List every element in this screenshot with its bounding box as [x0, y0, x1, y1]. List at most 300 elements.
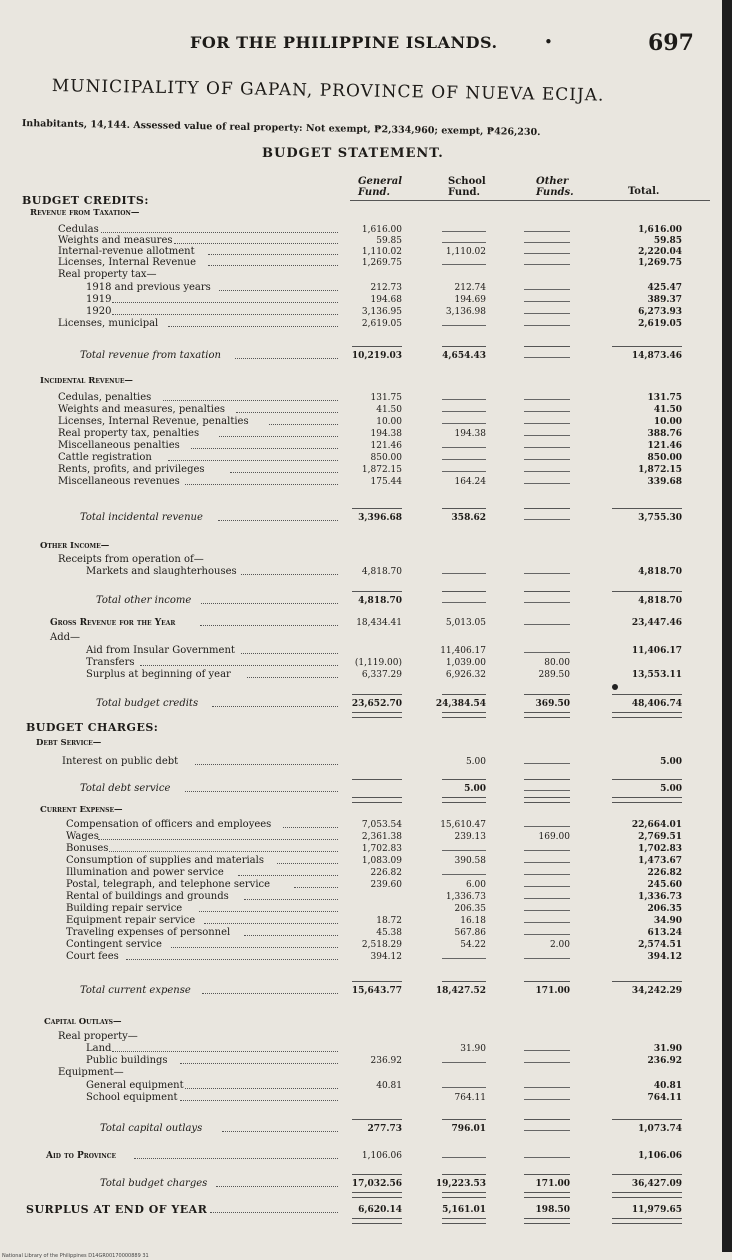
subtotal-rule	[352, 508, 402, 509]
cell-school: 16.18	[460, 916, 486, 926]
leader-dots	[180, 1055, 338, 1064]
cell-general: 194.68	[370, 295, 402, 305]
blank-cell-line	[524, 624, 570, 625]
cell-general: 10,219.03	[351, 351, 402, 361]
row-label: Court fees	[66, 951, 119, 962]
total-double-rule	[352, 712, 402, 718]
leader-dots	[241, 645, 338, 654]
cell-total: 5.00	[660, 757, 682, 767]
table-row	[0, 1080, 722, 1092]
table-row	[0, 698, 722, 710]
table-row	[0, 951, 722, 963]
cell-total: 1,616.00	[638, 225, 682, 235]
row-label: Aid to Province	[46, 1151, 117, 1161]
cell-total: 2,574.51	[638, 940, 682, 950]
cell-general: 45.38	[376, 928, 402, 938]
subtotal-rule	[524, 981, 570, 982]
row-label: Rental of buildings and grounds	[66, 891, 229, 902]
row-label: Weights and measures	[58, 235, 173, 246]
cell-total: 1,702.83	[638, 844, 682, 854]
table-row	[0, 831, 722, 843]
leader-dots	[247, 669, 338, 678]
leader-dots	[163, 392, 338, 401]
table-row	[0, 915, 722, 927]
blank-cell-line	[442, 471, 486, 472]
cell-school: 31.90	[460, 1044, 486, 1054]
col-total-line1: Total.	[628, 186, 660, 197]
col-general-line2: Fund.	[358, 187, 390, 198]
cell-school: 390.58	[454, 856, 486, 866]
row-label: Consumption of supplies and materials	[66, 855, 264, 866]
row-label: Aid from Insular Government	[86, 645, 235, 656]
row-label: Cedulas	[58, 224, 99, 235]
blank-cell-line	[524, 471, 570, 472]
blank-cell-line	[442, 850, 486, 851]
subtotal-rule	[612, 981, 682, 982]
row-label: Miscellaneous revenues	[58, 476, 180, 487]
table-row	[0, 657, 722, 669]
total-double-rule	[442, 797, 486, 803]
row-label: Licenses, municipal	[58, 318, 159, 329]
blank-cell-line	[442, 1062, 486, 1063]
blank-cell-line	[524, 826, 570, 827]
cell-total: 34.90	[653, 916, 682, 926]
cell-general: 17,032.56	[351, 1179, 402, 1189]
cell-general: 10.00	[376, 417, 402, 427]
cell-school: 11,406.17	[440, 646, 486, 656]
cell-general: 194.38	[370, 429, 402, 439]
blank-cell-line	[524, 790, 570, 791]
leader-dots	[185, 476, 338, 485]
blank-cell-line	[524, 459, 570, 460]
leader-dots	[201, 595, 338, 604]
table-row	[0, 819, 722, 831]
cell-total: 40.81	[653, 1081, 682, 1091]
leader-dots	[283, 819, 338, 828]
row-label: Licenses, Internal Revenue, penalties	[58, 416, 249, 427]
table-row	[0, 1092, 722, 1104]
leader-dots	[199, 903, 338, 912]
cell-general: 1,106.06	[361, 1151, 402, 1161]
cell-general: 121.46	[370, 441, 402, 451]
cell-general: 1,110.02	[361, 247, 402, 257]
leader-dots	[174, 235, 338, 244]
row-label: Total budget credits	[96, 698, 199, 709]
total-double-rule	[524, 797, 570, 803]
row-label: Total current expense	[80, 985, 191, 996]
cell-school: 6,926.32	[445, 670, 486, 680]
leader-dots	[112, 294, 338, 303]
cell-total: 22,664.01	[631, 820, 682, 830]
table-row	[0, 1055, 722, 1067]
leader-dots	[269, 416, 338, 425]
table-row	[0, 554, 722, 566]
subtotal-rule	[352, 694, 402, 695]
scan-footer: National Library of the Philippines D14GR00170000889 31	[0, 1252, 732, 1260]
cell-total: 31.90	[653, 1044, 682, 1054]
leader-dots	[241, 566, 338, 575]
blank-cell-line	[524, 1087, 570, 1088]
table-row	[0, 617, 722, 629]
row-label: Illumination and power service	[66, 867, 224, 878]
blank-cell-line	[442, 423, 486, 424]
cell-school: 5,161.01	[442, 1205, 486, 1215]
leader-dots	[238, 867, 338, 876]
cell-total: 425.47	[647, 283, 682, 293]
blank-cell-line	[442, 447, 486, 448]
table-row	[0, 1031, 722, 1043]
row-label: 1919	[86, 294, 112, 305]
cell-school: 1,039.00	[445, 658, 486, 668]
table-row	[0, 985, 722, 997]
blank-cell-line	[524, 763, 570, 764]
row-label: School equipment	[86, 1092, 178, 1103]
cell-total: 36,427.09	[631, 1179, 682, 1189]
subtotal-rule	[524, 1174, 570, 1175]
cell-total: 11,406.17	[631, 646, 682, 656]
leader-dots	[210, 1204, 338, 1213]
col-other-line1: Other	[536, 176, 569, 187]
table-row	[0, 927, 722, 939]
leader-dots	[101, 224, 338, 233]
cell-general: 4,818.70	[361, 567, 402, 577]
row-label: Total budget charges	[100, 1178, 208, 1189]
leader-dots	[277, 855, 338, 864]
section-other-income: Other Income—	[40, 541, 110, 551]
cell-total: 34,242.29	[631, 986, 682, 996]
blank-cell-line	[524, 602, 570, 603]
cell-general: 1,269.75	[361, 258, 402, 268]
cell-school: 239.13	[454, 832, 486, 842]
cell-total: 3,755.30	[638, 513, 682, 523]
cell-school: 1,336.73	[445, 892, 486, 902]
col-total	[628, 186, 659, 197]
blank-cell-line	[524, 886, 570, 887]
cell-total: 226.82	[647, 868, 682, 878]
row-label: Miscellaneous penalties	[58, 440, 180, 451]
cell-other: 289.50	[538, 670, 570, 680]
subtotal-rule	[612, 1174, 682, 1175]
cell-total: 1,106.06	[638, 1151, 682, 1161]
cell-total: 339.68	[647, 477, 682, 487]
cell-school: 24,384.54	[435, 699, 486, 709]
cell-other: 2.00	[549, 940, 570, 950]
table-row	[0, 440, 722, 452]
total-double-rule	[352, 1192, 402, 1198]
table-row	[0, 404, 722, 416]
row-label: Transfers	[86, 657, 135, 668]
cell-total: 5.00	[660, 784, 682, 794]
subtotal-rule	[352, 591, 402, 592]
cell-general: 226.82	[370, 868, 402, 878]
row-label: Receipts from operation of—	[58, 554, 204, 565]
table-row	[0, 566, 722, 578]
blank-cell-line	[442, 231, 486, 232]
blank-cell-line	[442, 242, 486, 243]
cell-general: 3,136.95	[361, 307, 402, 317]
table-row	[0, 282, 722, 294]
cell-general: 131.75	[370, 393, 402, 403]
subtotal-rule	[442, 1119, 486, 1120]
cell-general: 18.72	[376, 916, 402, 926]
row-label: Total capital outlays	[100, 1123, 203, 1134]
row-label: Total revenue from taxation	[80, 350, 221, 361]
section-capital-outlays: Capital Outlays—	[44, 1017, 122, 1027]
cell-total: 41.50	[653, 405, 682, 415]
page-header-title: FOR THE PHILIPPINE ISLANDS.	[190, 33, 498, 52]
municipality-title: MUNICIPALITY OF GAPAN, PROVINCE OF NUEVA ECIJA.	[51, 76, 605, 106]
cell-total: 1,872.15	[638, 465, 682, 475]
cell-total: 1,073.74	[638, 1124, 682, 1134]
cell-general: 2,361.38	[361, 832, 402, 842]
leader-dots	[208, 246, 338, 255]
leader-dots	[112, 1043, 338, 1052]
leader-dots	[185, 783, 338, 792]
blank-cell-line	[524, 934, 570, 935]
row-label: Public buildings	[86, 1055, 168, 1066]
subtotal-rule	[352, 981, 402, 982]
row-label: Markets and slaughterhouses	[86, 566, 237, 577]
row-label: Compensation of officers and employees	[66, 819, 272, 830]
leader-dots	[244, 891, 338, 900]
section-budget-charges: BUDGET CHARGES:	[26, 721, 159, 734]
running-header	[0, 30, 722, 63]
cell-other: 198.50	[535, 1205, 570, 1215]
row-label: Building repair service	[66, 903, 183, 914]
leader-dots	[204, 915, 338, 924]
section-current-expense: Current Expense—	[40, 805, 123, 815]
blank-cell-line	[442, 325, 486, 326]
cell-general: 6,337.29	[361, 670, 402, 680]
table-row	[0, 1123, 722, 1135]
blank-cell-line	[442, 602, 486, 603]
cell-total: 6,273.93	[638, 307, 682, 317]
header-rule	[350, 200, 710, 201]
cell-total: 850.00	[647, 453, 682, 463]
cell-general: 7,053.54	[361, 820, 402, 830]
total-double-rule	[612, 797, 682, 803]
col-school-fund	[448, 176, 486, 198]
blank-cell-line	[524, 1050, 570, 1051]
cell-school: 5.00	[464, 784, 486, 794]
blank-cell-line	[524, 922, 570, 923]
blank-cell-line	[524, 313, 570, 314]
section-debt-service: Debt Service—	[36, 738, 102, 748]
blank-cell-line	[442, 1087, 486, 1088]
section-budget-credits: BUDGET CREDITS:	[22, 194, 149, 207]
subtotal-rule	[612, 346, 682, 347]
subtotal-rule	[612, 508, 682, 509]
cell-school: 4,654.43	[442, 351, 486, 361]
subtotal-rule	[352, 779, 402, 780]
inhabitants-line: Inhabitants, 14,144. Assessed value of real property: Not exempt, ₱2,334,960; exempt, ₱426,230.	[21, 118, 541, 139]
subtotal-rule	[524, 1119, 570, 1120]
table-row	[0, 855, 722, 867]
blank-cell-line	[524, 910, 570, 911]
leader-dots	[219, 428, 338, 437]
cell-total: 1,473.67	[638, 856, 682, 866]
cell-general: 2,619.05	[361, 319, 402, 329]
cell-other: 171.00	[535, 1179, 570, 1189]
table-row	[0, 783, 722, 795]
blank-cell-line	[524, 1062, 570, 1063]
subtotal-rule	[612, 1119, 682, 1120]
table-row	[0, 1067, 722, 1079]
cell-total: 1,336.73	[638, 892, 682, 902]
total-double-rule	[524, 1192, 570, 1198]
cell-school: 764.11	[454, 1093, 486, 1103]
cell-general: 175.44	[370, 477, 402, 487]
subtotal-rule	[352, 346, 402, 347]
blank-cell-line	[524, 958, 570, 959]
row-label: Contingent service	[66, 939, 162, 950]
subtotal-rule	[524, 346, 570, 347]
cell-total: 388.76	[647, 429, 682, 439]
subtotal-rule	[524, 779, 570, 780]
cell-total: 131.75	[647, 393, 682, 403]
leader-dots	[134, 1150, 338, 1159]
cell-total: 4,818.70	[638, 596, 682, 606]
scan-edge	[722, 0, 732, 1260]
table-row	[0, 645, 722, 657]
row-label: Licenses, Internal Revenue	[58, 257, 197, 268]
table-row	[0, 903, 722, 915]
blank-cell-line	[442, 411, 486, 412]
row-label: Real property tax, penalties	[58, 428, 200, 439]
total-double-rule	[442, 1218, 486, 1224]
total-double-rule	[524, 1218, 570, 1224]
leader-dots	[98, 831, 338, 840]
cell-general: 18,434.41	[356, 618, 402, 628]
table-row	[0, 392, 722, 404]
cell-general: 1,616.00	[361, 225, 402, 235]
row-label: Surplus at beginning of year	[86, 669, 231, 680]
blank-cell-line	[524, 423, 570, 424]
cell-total: 14,873.46	[631, 351, 682, 361]
subtotal-rule	[524, 591, 570, 592]
leader-dots	[212, 698, 338, 707]
leader-dots	[200, 617, 338, 626]
cell-total: 13,553.11	[631, 670, 682, 680]
total-double-rule	[352, 797, 402, 803]
cell-school: 358.62	[451, 513, 486, 523]
total-double-rule	[524, 712, 570, 718]
cell-general: 239.60	[370, 880, 402, 890]
subtotal-rule	[612, 779, 682, 780]
table-row	[0, 595, 722, 607]
leader-dots	[195, 756, 338, 765]
blank-cell-line	[442, 399, 486, 400]
blank-cell-line	[524, 242, 570, 243]
cell-school: 194.38	[454, 429, 486, 439]
row-label: Weights and measures, penalties	[58, 404, 226, 415]
blank-cell-line	[524, 519, 570, 520]
cell-general: 15,643.77	[351, 986, 402, 996]
table-row	[0, 452, 722, 464]
leader-dots	[244, 927, 338, 936]
subtotal-rule	[442, 508, 486, 509]
blank-cell-line	[524, 289, 570, 290]
cell-total: 121.46	[647, 441, 682, 451]
blank-cell-line	[524, 253, 570, 254]
cell-total: 59.85	[653, 236, 682, 246]
cell-general: 41.50	[376, 405, 402, 415]
leader-dots	[191, 440, 338, 449]
cell-school: 212.74	[454, 283, 486, 293]
section-incidental: Incidental Revenue—	[40, 376, 133, 386]
table-row	[0, 306, 722, 318]
row-label: Total other income	[96, 595, 192, 606]
cell-general: 236.92	[370, 1056, 402, 1066]
table-row	[0, 939, 722, 951]
blank-cell-line	[442, 874, 486, 875]
leader-dots	[180, 1092, 338, 1101]
leader-dots	[216, 1178, 338, 1187]
cell-general: 212.73	[370, 283, 402, 293]
cell-other: 169.00	[538, 832, 570, 842]
row-label: Internal-revenue allotment	[58, 246, 195, 257]
table-row	[0, 879, 722, 891]
subtotal-rule	[442, 1174, 486, 1175]
leader-dots	[236, 404, 338, 413]
blank-cell-line	[524, 573, 570, 574]
total-double-rule	[612, 1192, 682, 1198]
row-label: Real property tax—	[58, 269, 157, 280]
cell-total: 394.12	[647, 952, 682, 962]
cell-total: 2,220.04	[638, 247, 682, 257]
cell-school: 1,110.02	[445, 247, 486, 257]
cell-school: 164.24	[454, 477, 486, 487]
blank-cell-line	[524, 850, 570, 851]
cell-school: 567.86	[454, 928, 486, 938]
cell-school: 6.00	[465, 880, 486, 890]
cell-school: 194.69	[454, 295, 486, 305]
subtotal-rule	[612, 694, 682, 695]
subtotal-rule	[524, 694, 570, 695]
cell-general: 6,620.14	[358, 1205, 402, 1215]
cell-school: 206.35	[454, 904, 486, 914]
subtotal-rule	[524, 508, 570, 509]
subtotal-rule	[442, 346, 486, 347]
row-label: Land	[86, 1043, 112, 1054]
cell-school: 3,136.98	[445, 307, 486, 317]
cell-general: 3,396.68	[358, 513, 402, 523]
row-label: Cedulas, penalties	[58, 392, 152, 403]
page-number: 697	[648, 30, 694, 56]
cell-total: 23,447.46	[631, 618, 682, 628]
cell-total: 11,979.65	[631, 1205, 682, 1215]
blank-cell-line	[442, 573, 486, 574]
col-general-fund	[358, 176, 402, 198]
cell-total: 2,619.05	[638, 319, 682, 329]
blank-cell-line	[524, 1099, 570, 1100]
subtotal-rule	[442, 694, 486, 695]
blank-cell-line	[442, 958, 486, 959]
header-bullet: •	[544, 33, 553, 51]
row-label: 1918 and previous years	[86, 282, 211, 293]
leader-dots	[235, 350, 338, 359]
cell-other: 80.00	[544, 658, 570, 668]
cell-total: 4,818.70	[638, 567, 682, 577]
blank-cell-line	[524, 301, 570, 302]
total-double-rule	[352, 1218, 402, 1224]
blank-cell-line	[524, 231, 570, 232]
leader-dots	[219, 282, 338, 291]
row-label: Total incidental revenue	[80, 512, 203, 523]
table-row	[0, 756, 722, 768]
table-row	[0, 867, 722, 879]
cell-general: 23,652.70	[351, 699, 402, 709]
